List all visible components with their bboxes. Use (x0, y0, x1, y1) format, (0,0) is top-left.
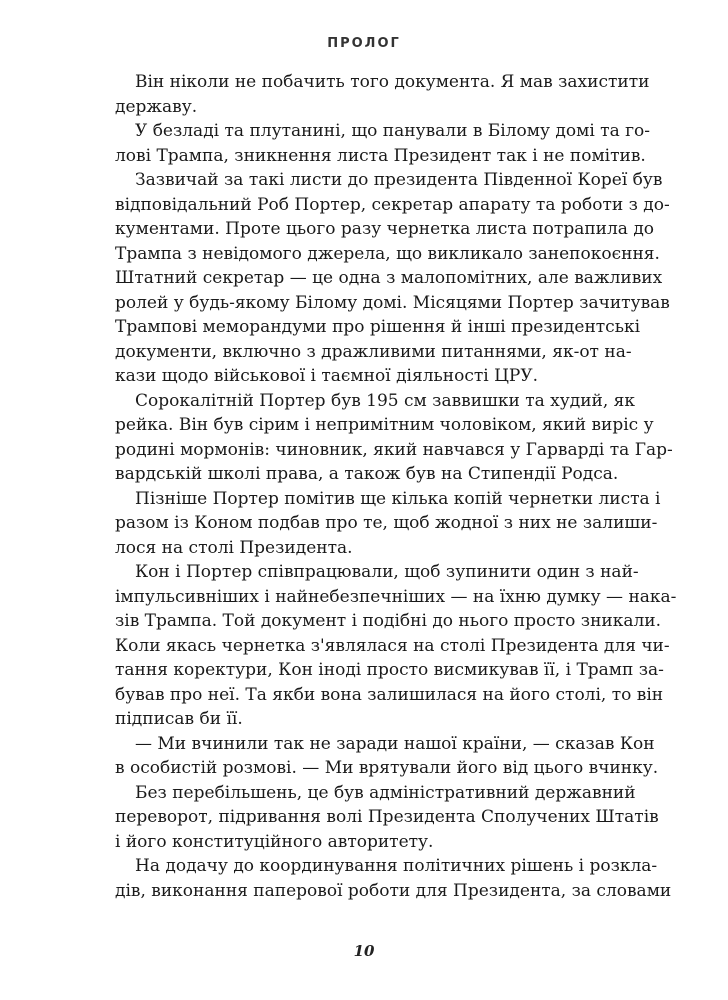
text-line: і його конституційного авторитету. (115, 831, 434, 852)
text-line: лося на столі Президента. (115, 537, 353, 558)
text-line: Пізніше Портер помітив ще кілька копій чернетки листа і (135, 488, 661, 509)
text-line: ролей у будь-якому Білому домі. Місяцями Портер зачитував (115, 292, 670, 313)
paragraph (115, 389, 673, 487)
text-line: зів Трампа. Той документ і подібні до нього просто зникали. (115, 611, 662, 631)
text-line: — Ми вчинили так не заради нашої країни, — сказав Кон (135, 733, 655, 754)
running-head: ПРОЛОГ (327, 36, 401, 51)
page-number: 10 (353, 942, 375, 960)
text-line: Трампа з невідомого джерела, що викликало занепокоєння. (115, 243, 660, 264)
text-line: тання коректури, Кон іноді просто висмикував її, і Трамп за- (115, 660, 664, 680)
text-line: переворот, підривання волі Президента Сполучених Штатів (115, 807, 659, 827)
text-line: Без перебільшень, це був адміністративний державний (135, 782, 636, 803)
paragraph (115, 560, 677, 732)
paragraph (115, 732, 659, 781)
text-line: Трампові меморандуми про рішення й інші президентські (115, 317, 641, 337)
text-line: бував про неї. Та якби вона залишилася на його столі, то він (115, 684, 664, 705)
text-line: відповідальний Роб Портер, секретар апарату та роботи з до- (115, 194, 670, 215)
body-text (115, 70, 677, 903)
text-line: У безладі та плутанині, що панували в Білому домі та го- (135, 121, 650, 141)
text-line: імпульсивніших і найнебезпечніших — на їхню думку — нака- (115, 586, 677, 607)
paragraph (115, 119, 650, 168)
text-line: лові Трампа, зникнення листа Президент так і не помітив. (115, 145, 646, 166)
text-line: разом із Коном подбав про те, щоб жодної з них не залиши- (115, 513, 658, 533)
text-line: Коли якась чернетка з'являлася на столі Президента для чи- (115, 635, 670, 656)
text-line: Зазвичай за такі листи до президента Південної Кореї був (135, 170, 663, 190)
text-line: дів, виконання паперової роботи для Президента, за словами (115, 880, 672, 901)
text-line: документи, включно з дражливими питаннями, як-от на- (115, 341, 632, 362)
text-line: рейка. Він був сірим і непримітним чоловіком, який виріс у (115, 415, 654, 435)
text-line: державу. (115, 96, 198, 117)
text-line: в особистій розмові. — Ми врятували його від цього вчинку. (115, 758, 659, 778)
text-line: вардській школі права, а також був на Стипендії Родса. (115, 464, 619, 484)
paragraph (115, 487, 661, 561)
text-line: кази щодо військової і таємної діяльності ЦРУ. (115, 366, 539, 386)
text-line: На додачу до координування політичних рішень і розкла- (135, 856, 658, 876)
paragraph (115, 854, 672, 903)
text-line: Штатний секретар — це одна з малопомітних, але важливих (115, 268, 663, 288)
paragraph (115, 781, 659, 855)
text-line: Сорокалітній Портер був 195 см заввишки та худий, як (135, 390, 636, 411)
text-line: Кон і Портер співпрацювали, щоб зупинити один з най- (135, 562, 639, 582)
text-line: родині мормонів: чиновник, який навчався у Гарварді та Гар- (115, 439, 673, 460)
paragraph (115, 70, 650, 119)
text-line: підписав би її. (115, 709, 243, 729)
paragraph (115, 168, 670, 389)
text-line: кументами. Проте цього разу чернетка листа потрапила до (115, 219, 655, 239)
text-line: Він ніколи не побачить того документа. Я мав захистити (135, 72, 650, 92)
